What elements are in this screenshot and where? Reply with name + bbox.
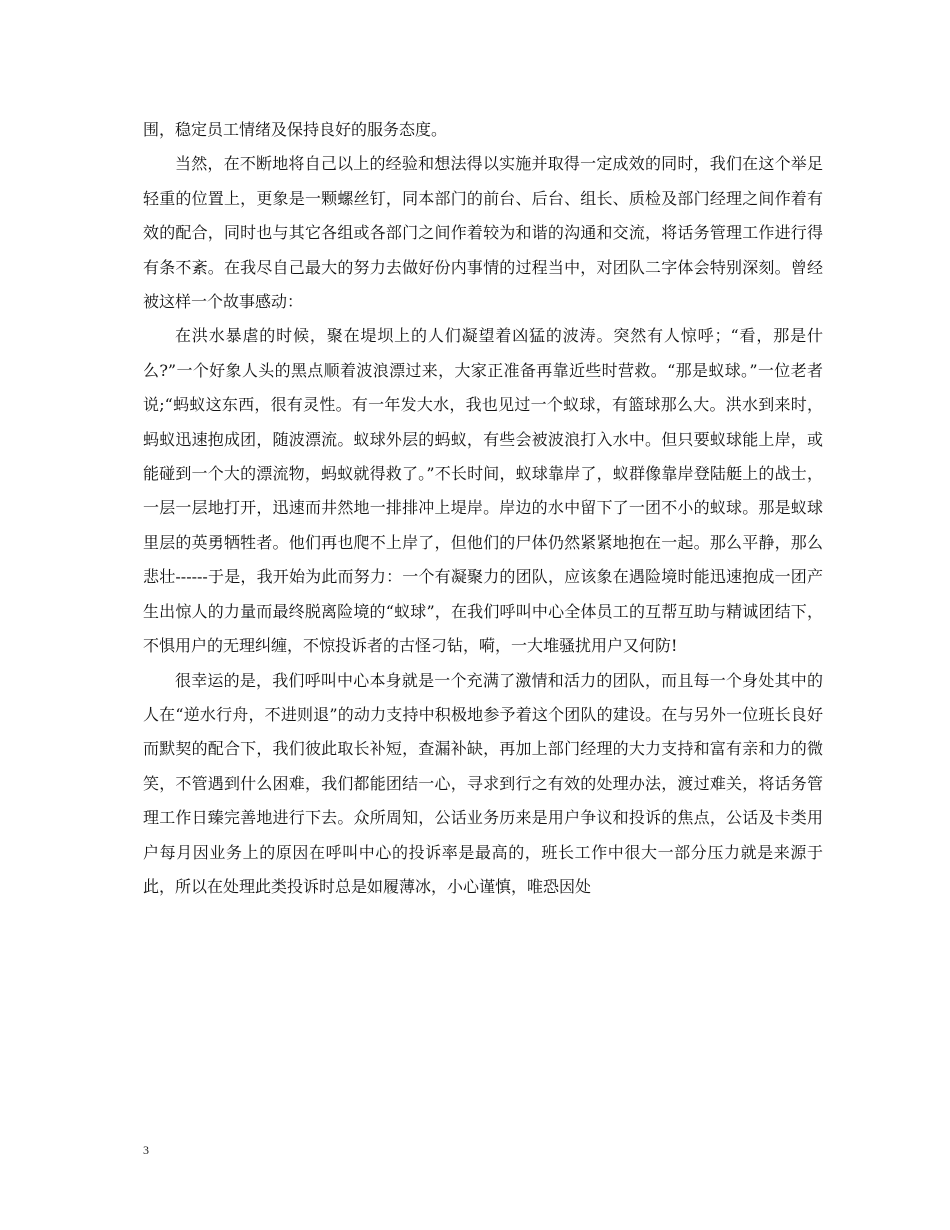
- paragraph-ant-ball-story: 在洪水暴虐的时候，聚在堤坝上的人们凝望着凶猛的波涛。突然有人惊呼；“看，那是什么?”一个好象人头的黑点顺着波浪漂过来，大家正准备再靠近些时营救。“那是蚁球。”一位老者说;“蚂蚁这东西，很有灵性。有一年发大水，我也见过一个蚁球，有篮球那么大。洪水到来时，蚂蚁迅速抱成团，随波漂流。蚁球外层的蚂蚁，有些会被波浪打入水中。但只要蚁球能上岸，或能碰到一个大的漂流物，蚂蚁就得救了。”不长时间，蚁球靠岸了，蚁群像靠岸登陆艇上的战士，一层一层地打开，迅速而井然地一排排冲上堤岸。岸边的水中留下了一团不小的蚁球。那是蚁球里层的英勇牺牲者。他们再也爬不上岸了，但他们的尸体仍然紧紧地抱在一起。那么平静，那么悲壮------于是，我开始为此而努力：一个有凝聚力的团队，应该象在遇险境时能迅速抱成一团产生出惊人的力量而最终脱离险境的“蚁球”，在我们呼叫中心全体员工的互帮互助与精诚团结下，不惧用户的无理纠缠，不惊投诉者的古怪刁钻，嗬，一大堆骚扰用户又何防!: [143, 326, 823, 656]
- paragraph-call-center: 很幸运的是，我们呼叫中心本身就是一个充满了激情和活力的团队，而且每一个身处其中的人在“逆水行舟，不进则退”的动力支持中积极地参予着这个团队的建设。在与另外一位班长良好而默契的配合下，我们彼此取长补短，查漏补缺，再加上部门经理的大力支持和富有亲和力的微笑，不管遇到什么困难，我们都能团结一心，寻求到行之有效的处理办法，渡过难关，将话务管理工作日臻完善地进行下去。众所周知，公话业务历来是用户争议和投诉的焦点，公话及卡类用户每月因业务上的原因在呼叫中心的投诉率是最高的，班长工作中很大一部分压力就是来源于此，所以在处理此类投诉时总是如履薄冰，小心谨慎，唯恐因处: [143, 670, 823, 896]
- page-number: 3: [143, 1143, 149, 1157]
- paragraph-continued: 围，稳定员工情绪及保持良好的服务态度。: [143, 120, 448, 139]
- paragraph-teamwork: 当然，在不断地将自己以上的经验和想法得以实施并取得一定成效的同时，我们在这个举足轻重的位置上，更象是一颗螺丝钉，同本部门的前台、后台、组长、质检及部门经理之间作着有效的配合，同时也与其它各组或各部门之间作着较为和谐的沟通和交流，将话务管理工作进行得有条不紊。在我尽自己最大的努力去做好份内事情的过程当中，对团队二字体会特别深刻。曾经被这样一个故事感动：: [143, 154, 823, 312]
- body-text: [143, 113, 823, 904]
